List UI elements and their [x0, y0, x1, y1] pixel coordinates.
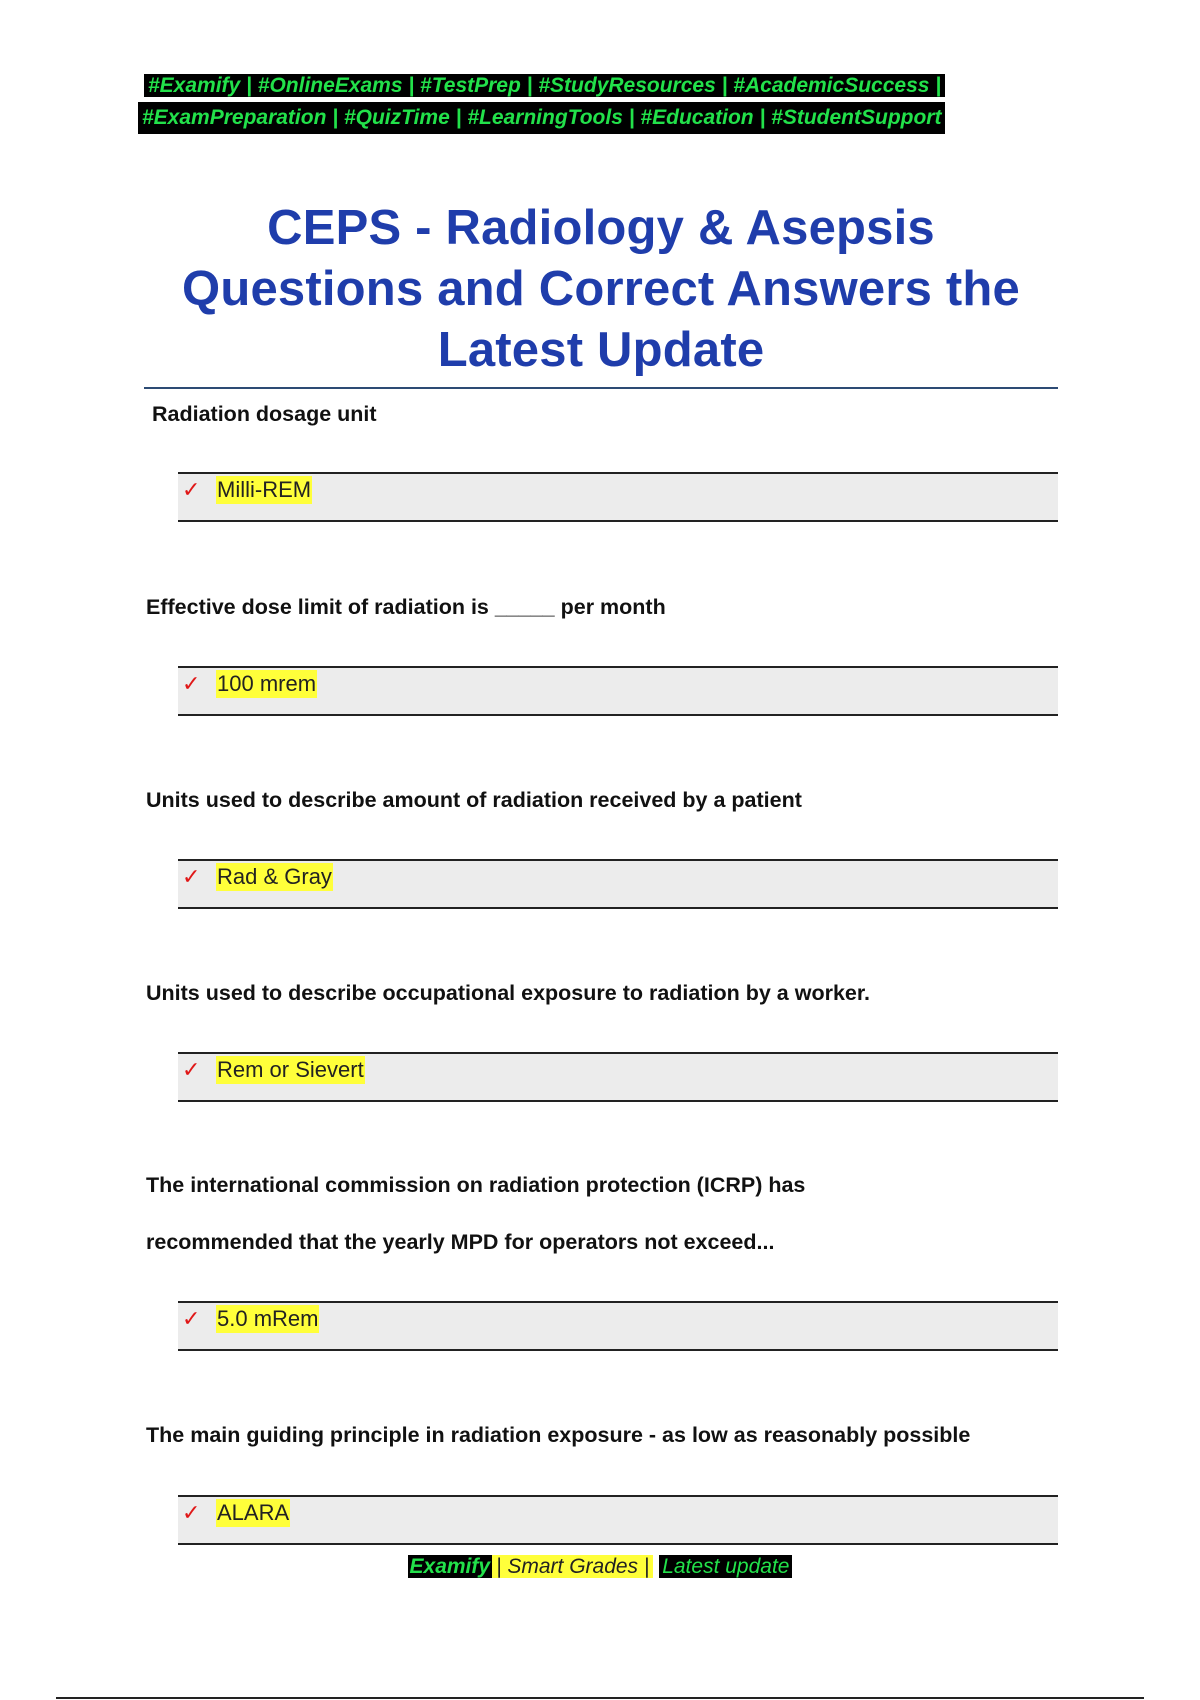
hashtag-line-2: #ExamPreparation | #QuizTime | #LearningTools | #Education | #StudentSupport	[138, 102, 945, 134]
question-5-line-2: recommended that the yearly MPD for operators not exceed...	[146, 1230, 775, 1254]
page-bottom-rule	[56, 1697, 1144, 1699]
question-4: Units used to describe occupational exposure to radiation by a worker.	[146, 981, 871, 1005]
page-footer	[0, 1553, 1200, 1581]
answer-box-2	[178, 666, 1058, 716]
question-5-line-1: The international commission on radiation protection (ICRP) has	[146, 1173, 806, 1197]
question-2: Effective dose limit of radiation is _____ per month	[146, 595, 666, 619]
hashtag-line-1: #Examify | #OnlineExams | #TestPrep | #StudyResources | #AcademicSuccess |	[144, 74, 945, 97]
page-title	[145, 198, 1057, 381]
checkmark-icon: ✓	[182, 477, 201, 502]
checkmark-icon: ✓	[182, 1057, 201, 1082]
question-1: Radiation dosage unit	[152, 402, 377, 426]
answer-box-5	[178, 1301, 1058, 1351]
checkmark-icon: ✓	[182, 1306, 201, 1331]
title-divider	[144, 387, 1058, 389]
title-line-1: CEPS - Radiology & Asepsis	[267, 201, 935, 255]
checkmark-icon: ✓	[182, 864, 201, 889]
hashtag-banner	[144, 70, 1059, 134]
answer-4: Rem or Sievert	[217, 1057, 364, 1082]
title-line-3: Latest Update	[437, 323, 765, 377]
checkmark-icon: ✓	[182, 1500, 201, 1525]
answer-3: Rad & Gray	[217, 864, 332, 889]
answer-2: 100 mrem	[217, 671, 317, 696]
footer-update: Latest update	[659, 1555, 792, 1578]
answer-5: 5.0 mRem	[217, 1306, 319, 1331]
footer-brand: Examify	[409, 1555, 491, 1578]
answer-6: ALARA	[217, 1500, 290, 1525]
footer-tagline: | Smart Grades |	[492, 1555, 653, 1578]
answer-box-6	[178, 1495, 1058, 1545]
answer-box-1	[178, 472, 1058, 522]
answer-1: Milli-REM	[217, 477, 312, 502]
question-3: Units used to describe amount of radiation received by a patient	[146, 788, 802, 812]
checkmark-icon: ✓	[182, 671, 201, 696]
answer-box-3	[178, 859, 1058, 909]
question-6: The main guiding principle in radiation exposure - as low as reasonably possible	[146, 1423, 971, 1447]
title-line-2: Questions and Correct Answers the	[182, 262, 1020, 316]
answer-box-4	[178, 1052, 1058, 1102]
